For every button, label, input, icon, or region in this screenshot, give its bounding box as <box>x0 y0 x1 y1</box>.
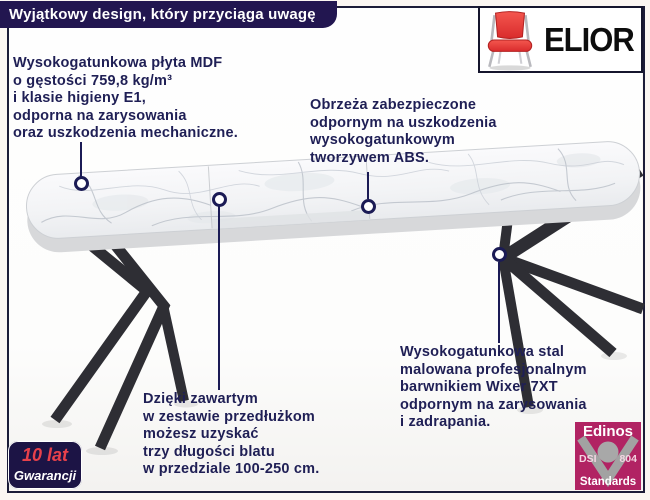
text-line: Wysokogatunkowa płyta MDF <box>13 55 223 71</box>
text-line: w przedziale 100-250 cm. <box>143 461 320 477</box>
callout-line-extension <box>218 206 220 390</box>
text-line: o gęstości 759,8 kg/m³ <box>13 72 173 89</box>
text-line: trzy długości blatu <box>143 443 275 460</box>
text-line: i klasie higieny E1, <box>13 90 146 106</box>
certificate-dsi: DSI <box>579 453 597 465</box>
callout-text-extension <box>143 391 319 479</box>
callout-line-mdf <box>80 142 82 177</box>
text-line: odpornym na uszkodzenia <box>310 114 497 131</box>
callout-text-steel <box>400 344 587 432</box>
certificate-standards: Standards <box>579 476 637 488</box>
red-chair-icon <box>480 9 540 71</box>
callout-text-abs <box>310 97 497 167</box>
text-line: oraz uszkodzenia mechaniczne. <box>13 125 238 141</box>
certificate-brand: Edinos <box>582 423 633 440</box>
warranty-years: 10 lat <box>21 445 69 465</box>
headline-text: Wyjątkowy design, który przyciąga uwagę <box>9 6 316 23</box>
text-line: i zadrapania. <box>400 414 491 430</box>
callout-marker-abs <box>361 199 376 214</box>
text-line: tworzywem ABS. <box>310 149 430 166</box>
text-line: Obrzeża zabezpieczone <box>310 97 477 113</box>
left-leg-front-bar <box>163 305 184 401</box>
text-line: wysokogatunkowym <box>310 132 456 148</box>
text-line: Dzięki zawartym <box>143 391 259 407</box>
callout-line-abs <box>367 172 369 199</box>
headline-banner <box>0 1 337 28</box>
callout-line-steel <box>498 262 500 343</box>
warranty-badge <box>8 441 82 489</box>
callout-text-mdf <box>13 55 238 143</box>
callout-marker-steel <box>492 247 507 262</box>
callout-marker-mdf <box>74 176 89 191</box>
brand-logo-box <box>478 6 643 73</box>
right-leg-side-bar <box>503 258 643 309</box>
text-line: w zestawie przedłużkom <box>143 408 315 425</box>
text-line: Wysokogatunkowa stal <box>400 344 565 360</box>
certificate-number: 804 <box>619 453 637 465</box>
text-line: barwnikiem Wixer 7XT <box>400 379 558 395</box>
text-line: malowana profesjonalnym <box>400 361 587 378</box>
callout-marker-extension <box>212 192 227 207</box>
warranty-label: Gwarancji <box>13 468 77 483</box>
text-line: odpornym na zarysowania <box>400 396 587 413</box>
certificate-badge <box>575 422 641 490</box>
text-line: możesz uzyskać <box>143 426 259 442</box>
text-line: odporna na zarysowania <box>13 107 187 124</box>
brand-name: ELIOR <box>544 20 634 58</box>
